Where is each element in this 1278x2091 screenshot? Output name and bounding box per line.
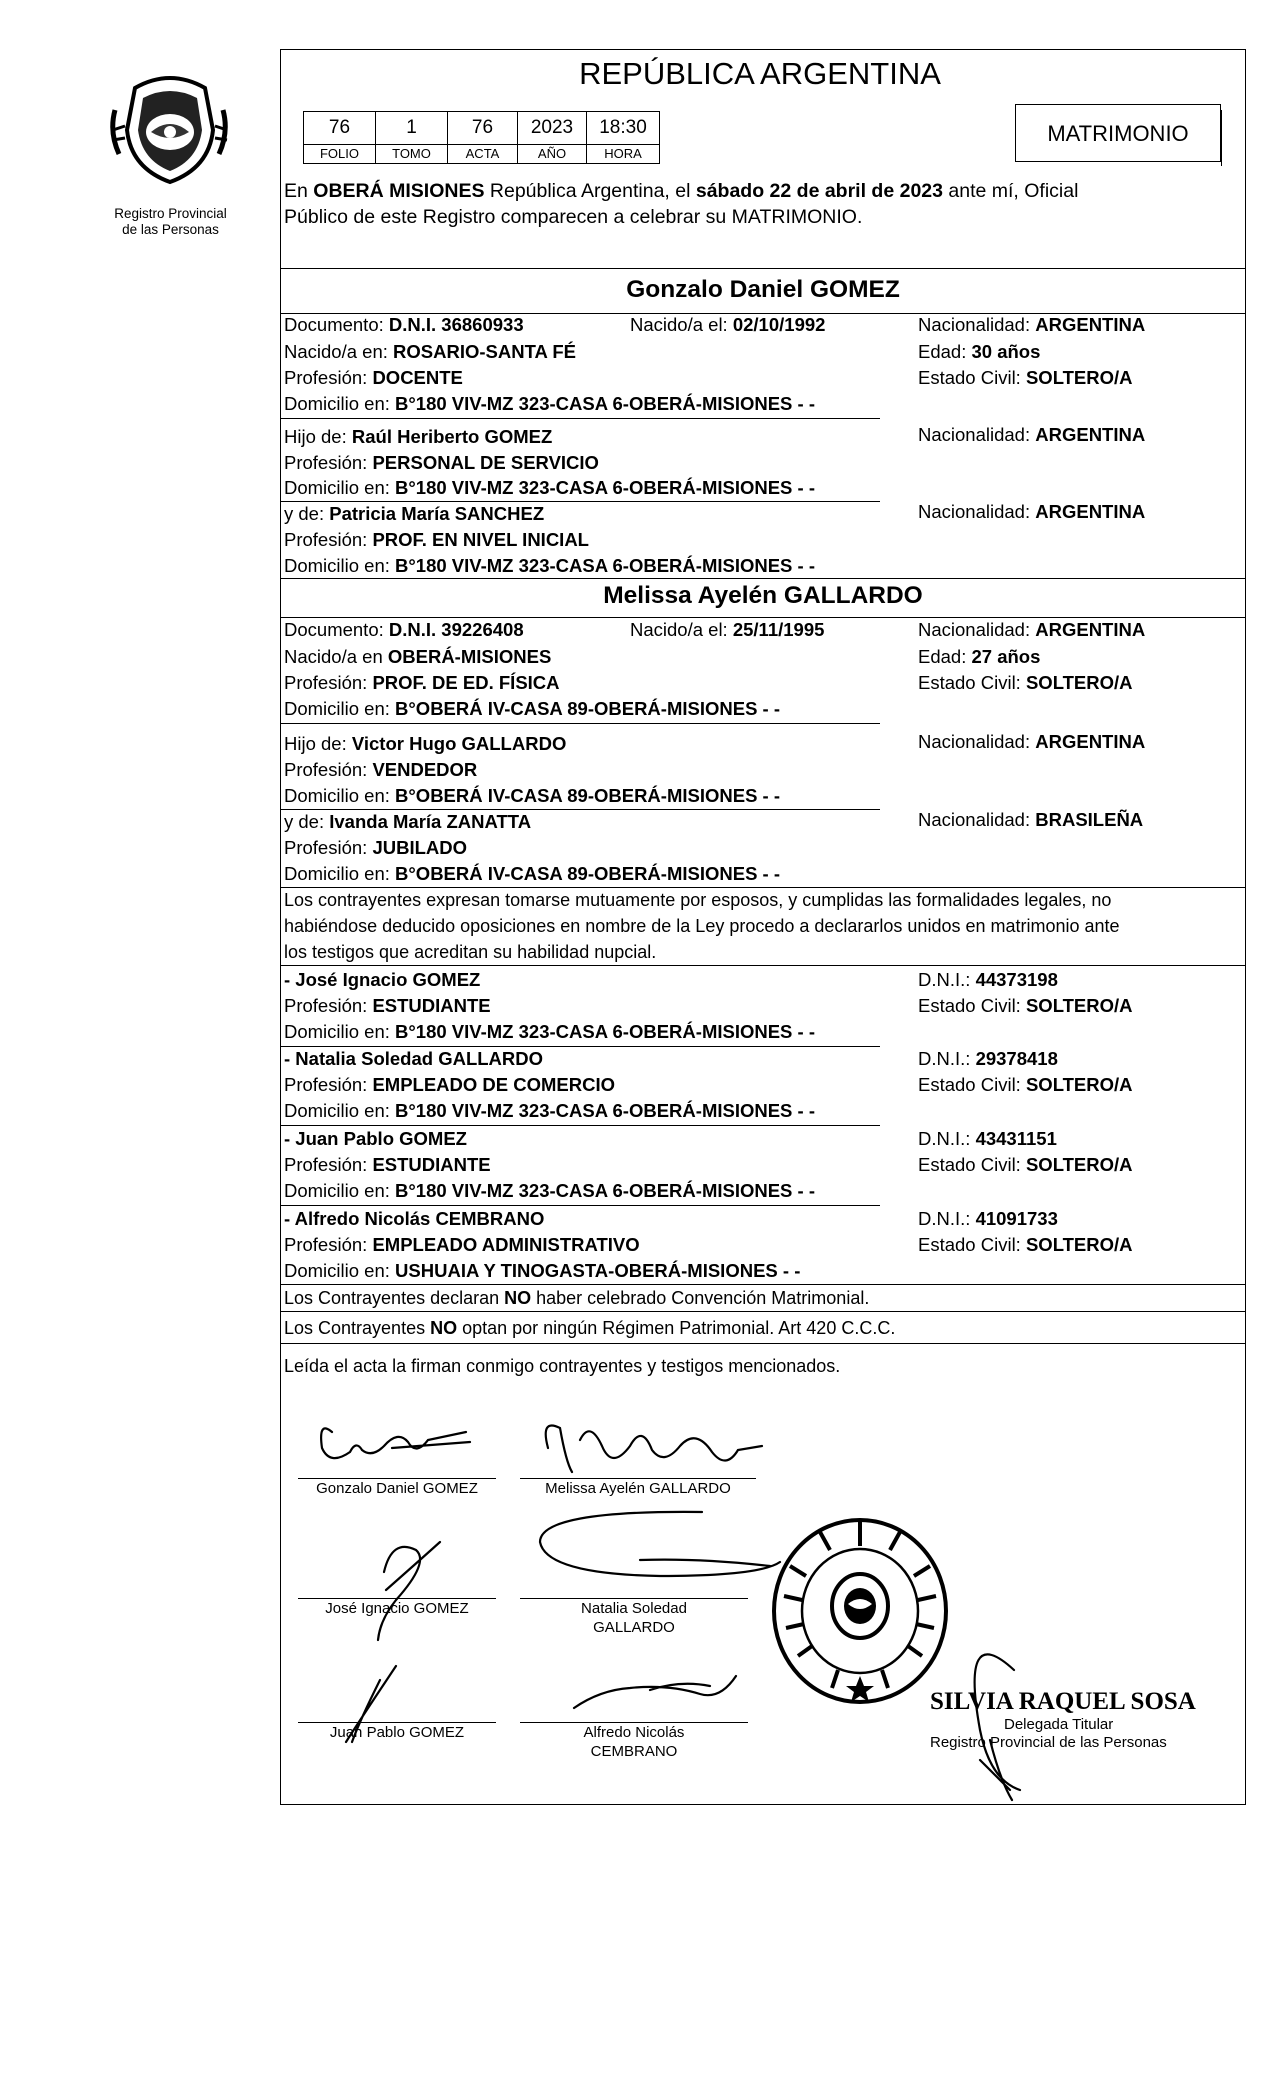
label: Estado Civil: xyxy=(918,995,1026,1016)
label: Profesión: xyxy=(284,529,373,550)
registry-caption-line2: de las Personas xyxy=(122,222,219,237)
label: D.N.I.: xyxy=(918,1208,976,1229)
label: Domicilio en: xyxy=(284,698,396,719)
value: SOLTERO/A xyxy=(1025,1074,1133,1095)
value: PERSONAL DE SERVICIO xyxy=(372,452,599,473)
label: Nacido/a el: xyxy=(630,619,733,640)
value: ROSARIO-SANTA FÉ xyxy=(393,341,576,362)
label: Domicilio en: xyxy=(284,1180,396,1201)
line: CEMBRANO xyxy=(590,1743,678,1760)
official-title: Delegada Titular xyxy=(1004,1716,1114,1733)
official-signature-block xyxy=(930,1688,1230,1752)
label: Profesión: xyxy=(284,367,373,388)
value: D.N.I. 39226408 xyxy=(388,619,524,640)
value: B°OBERÁ IV-CASA 89-OBERÁ-MISIONES - - xyxy=(395,698,781,719)
hora-value: 18:30 xyxy=(586,111,660,145)
label: Profesión: xyxy=(284,452,373,473)
label: Nacionalidad: xyxy=(918,809,1036,830)
label: Profesión: xyxy=(284,1074,373,1095)
groom-name: Gonzalo Daniel GOMEZ xyxy=(626,276,900,303)
label: Profesión: xyxy=(284,759,373,780)
value: B°180 VIV-MZ 323-CASA 6-OBERÁ-MISIONES - - xyxy=(395,1180,816,1201)
emphasis: NO xyxy=(430,1318,458,1338)
witness-name: - Alfredo Nicolás CEMBRANO xyxy=(284,1208,545,1229)
label: Domicilio en: xyxy=(284,477,396,498)
hora-label: HORA xyxy=(586,144,660,164)
value: ARGENTINA xyxy=(1035,424,1146,445)
country-title: REPÚBLICA ARGENTINA xyxy=(579,56,941,91)
label: Documento: xyxy=(284,314,389,335)
label: Nacido/a en xyxy=(284,646,388,667)
bride-name: Melissa Ayelén GALLARDO xyxy=(603,582,923,609)
label: Domicilio en: xyxy=(284,785,396,806)
value: OBERÁ-MISIONES xyxy=(387,646,552,667)
value: SOLTERO/A xyxy=(1025,995,1133,1016)
bride-signature-label: Melissa Ayelén GALLARDO xyxy=(545,1480,731,1497)
official-registry: Registro Provincial de las Personas xyxy=(930,1734,1167,1751)
value: JUBILADO xyxy=(372,837,467,858)
label: Hijo de: xyxy=(284,733,352,754)
label: Nacionalidad: xyxy=(918,501,1036,522)
label: y de: xyxy=(284,503,330,524)
value: SOLTERO/A xyxy=(1025,672,1133,693)
intro-line-2: Público de este Registro comparecen a celebrar su MATRIMONIO. xyxy=(284,206,863,228)
label: Estado Civil: xyxy=(918,367,1026,388)
label: Profesión: xyxy=(284,1234,373,1255)
declaration-line-1: Los contrayentes expresan tomarse mutuamente por esposos, y cumplidas las formalidades legales, no xyxy=(284,890,1112,910)
anio-value: 2023 xyxy=(517,111,587,145)
label: Nacionalidad: xyxy=(918,424,1036,445)
value: 41091733 xyxy=(975,1208,1058,1229)
text: Los Contrayentes declaran xyxy=(284,1288,505,1308)
folio-label: FOLIO xyxy=(303,144,376,164)
value: ARGENTINA xyxy=(1035,731,1146,752)
line: GALLARDO xyxy=(593,1619,675,1636)
label: Profesión: xyxy=(284,995,373,1016)
intro-date: sábado 22 de abril de 2023 xyxy=(695,180,943,202)
line: Natalia Soledad xyxy=(581,1600,687,1617)
value: B°OBERÁ IV-CASA 89-OBERÁ-MISIONES - - xyxy=(395,785,781,806)
value: EMPLEADO ADMINISTRATIVO xyxy=(372,1234,640,1255)
value: B°180 VIV-MZ 323-CASA 6-OBERÁ-MISIONES - - xyxy=(395,393,816,414)
label: Nacionalidad: xyxy=(918,314,1036,335)
label: Profesión: xyxy=(284,837,373,858)
label: Domicilio en: xyxy=(284,1100,396,1121)
value: ESTUDIANTE xyxy=(372,995,491,1016)
value: 30 años xyxy=(971,341,1041,362)
value: B°180 VIV-MZ 323-CASA 6-OBERÁ-MISIONES - - xyxy=(395,555,816,576)
label: Edad: xyxy=(918,646,972,667)
value: B°OBERÁ IV-CASA 89-OBERÁ-MISIONES - - xyxy=(395,863,781,884)
line: Alfredo Nicolás xyxy=(583,1724,685,1741)
intro-text-a: En xyxy=(284,180,314,202)
label: D.N.I.: xyxy=(918,1048,976,1069)
label: Edad: xyxy=(918,341,972,362)
closing-statement: Leída el acta la firman conmigo contrayentes y testigos mencionados. xyxy=(284,1356,841,1376)
text: haber celebrado Convención Matrimonial. xyxy=(531,1288,870,1308)
official-name: SILVIA RAQUEL SOSA xyxy=(930,1688,1196,1715)
intro-text-b: República Argentina, el xyxy=(484,180,696,202)
value: SOLTERO/A xyxy=(1025,367,1133,388)
witness1-signature-label: José Ignacio GOMEZ xyxy=(325,1600,469,1617)
tomo-value: 1 xyxy=(375,111,448,145)
value: ARGENTINA xyxy=(1035,501,1146,522)
value: B°180 VIV-MZ 323-CASA 6-OBERÁ-MISIONES - - xyxy=(395,1021,816,1042)
label: Domicilio en: xyxy=(284,863,396,884)
intro-text-c: ante mí, Oficial xyxy=(942,180,1079,202)
value: BRASILEÑA xyxy=(1035,809,1144,830)
value: Ivanda María ZANATTA xyxy=(329,811,532,832)
value: D.N.I. 36860933 xyxy=(388,314,524,335)
value: 43431151 xyxy=(975,1128,1057,1149)
witness4-signature-label xyxy=(520,1723,748,1761)
label: Estado Civil: xyxy=(918,1234,1026,1255)
label: Domicilio en: xyxy=(284,1021,396,1042)
value: ESTUDIANTE xyxy=(372,1154,491,1175)
label: Documento: xyxy=(284,619,389,640)
label: Nacionalidad: xyxy=(918,619,1036,640)
label: D.N.I.: xyxy=(918,969,976,990)
witness-name: - José Ignacio GOMEZ xyxy=(284,969,481,990)
value: Patricia María SANCHEZ xyxy=(329,503,545,524)
label: Nacionalidad: xyxy=(918,731,1036,752)
acta-label: ACTA xyxy=(447,144,518,164)
value: B°180 VIV-MZ 323-CASA 6-OBERÁ-MISIONES - - xyxy=(395,477,816,498)
label: Profesión: xyxy=(284,1154,373,1175)
value: 44373198 xyxy=(975,969,1058,990)
value: DOCENTE xyxy=(372,367,463,388)
value: 25/11/1995 xyxy=(732,619,825,640)
value: Raúl Heriberto GOMEZ xyxy=(351,426,553,447)
value: ARGENTINA xyxy=(1035,619,1146,640)
text: optan por ningún Régimen Patrimonial. Art 420 C.C.C. xyxy=(457,1318,896,1338)
witness-name: - Juan Pablo GOMEZ xyxy=(284,1128,467,1149)
value: PROF. DE ED. FÍSICA xyxy=(372,672,560,693)
tomo-label: TOMO xyxy=(375,144,448,164)
intro-place: OBERÁ MISIONES xyxy=(313,180,485,202)
label: y de: xyxy=(284,811,330,832)
witness-name: - Natalia Soledad GALLARDO xyxy=(284,1048,544,1069)
value: SOLTERO/A xyxy=(1025,1154,1133,1175)
value: Victor Hugo GALLARDO xyxy=(351,733,567,754)
anio-label: AÑO xyxy=(517,144,587,164)
value: PROF. EN NIVEL INICIAL xyxy=(372,529,589,550)
label: Profesión: xyxy=(284,672,373,693)
label: Hijo de: xyxy=(284,426,352,447)
folio-value: 76 xyxy=(303,111,376,145)
value: 29378418 xyxy=(975,1048,1058,1069)
declaration-line-3: los testigos que acreditan su habilidad nupcial. xyxy=(284,942,657,962)
label: Estado Civil: xyxy=(918,672,1026,693)
value: EMPLEADO DE COMERCIO xyxy=(372,1074,616,1095)
witness3-signature-label: Juan Pablo GOMEZ xyxy=(329,1724,465,1741)
value: B°180 VIV-MZ 323-CASA 6-OBERÁ-MISIONES - - xyxy=(395,1100,816,1121)
value: USHUAIA Y TINOGASTA-OBERÁ-MISIONES - - xyxy=(395,1260,801,1281)
value: ARGENTINA xyxy=(1035,314,1146,335)
value: 27 años xyxy=(971,646,1041,667)
acta-value: 76 xyxy=(447,111,518,145)
groom-signature-label: Gonzalo Daniel GOMEZ xyxy=(316,1480,478,1497)
witness2-signature-label xyxy=(520,1599,748,1637)
label: Nacido/a el: xyxy=(630,314,733,335)
label: Domicilio en: xyxy=(284,393,396,414)
value: SOLTERO/A xyxy=(1025,1234,1133,1255)
registry-caption-line1: Registro Provincial xyxy=(114,206,227,221)
label: Nacido/a en: xyxy=(284,341,394,362)
delegation-stamp xyxy=(770,1516,950,1706)
declaration-line-2: habiéndose deducido oposiciones en nombre de la Ley procedo a declararlos unidos en matrimonio ante xyxy=(284,916,1120,936)
label: Estado Civil: xyxy=(918,1154,1026,1175)
act-type: MATRIMONIO xyxy=(1047,121,1189,146)
label: Estado Civil: xyxy=(918,1074,1026,1095)
registry-stamp-icon xyxy=(770,1516,950,1706)
value: VENDEDOR xyxy=(372,759,478,780)
value: 02/10/1992 xyxy=(732,314,826,335)
text: Los Contrayentes xyxy=(284,1318,431,1338)
label: Domicilio en: xyxy=(284,555,396,576)
label: Domicilio en: xyxy=(284,1260,396,1281)
label: D.N.I.: xyxy=(918,1128,976,1149)
emphasis: NO xyxy=(504,1288,532,1308)
